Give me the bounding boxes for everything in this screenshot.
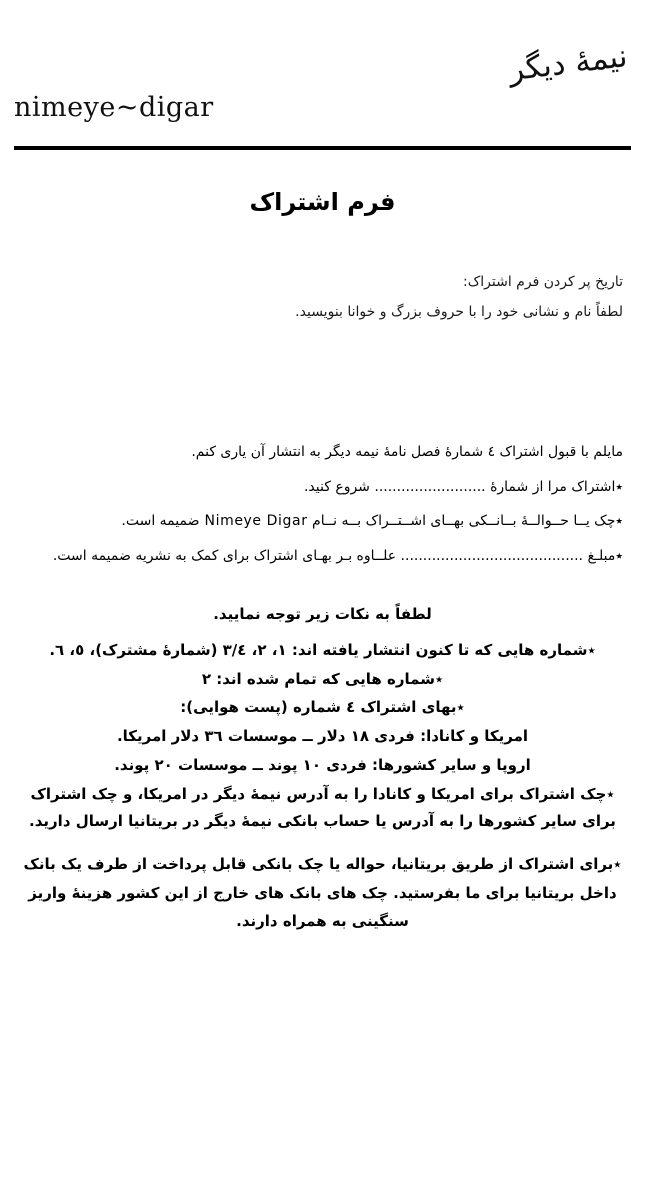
note-item: ٭چک اشتراک برای امریکا و کانادا را به آدرس نیمهٔ دیگر در امریکا، و چک اشتراک برای سایر کشورها را به آدرس یا حساب بانکی نیمهٔ دیگر در بریتانیا ارسال دارید.	[29, 784, 616, 831]
latin-logo: nimeye~digar	[14, 92, 214, 123]
persian-logo: نیمهٔ دیگر	[506, 38, 630, 89]
notes-list	[0, 637, 645, 836]
masthead-divider	[14, 146, 631, 150]
checklist-item: ٭اشتراک مرا از شمارهٔ ......................... شروع کنید.	[303, 478, 623, 495]
notes-heading: لطفاً به نکات زیر توجه نمایید.	[213, 604, 432, 623]
checklist	[0, 438, 645, 571]
checklist-item: ٭چک یــا حــوالــهٔ بــانــکی بهــای اشــتــراک بــه نــام Nimeye Digar ضمیمه است.	[121, 513, 623, 530]
page-title: فرم اشتراک	[249, 188, 396, 216]
note-item: امریکا و کانادا: فردی ١٨ دلار ــ موسسات ٣٦ دلار امریکا.	[116, 727, 529, 745]
date-instructions	[0, 268, 645, 326]
note-item: ٭شماره هایی که تا کنون انتشار یافته اند: ١، ٢، ٣/٤ (شمارهٔ مشترک)، ٥، ٦.	[49, 640, 596, 659]
date-label: تاریخ پر کردن فرم اشتراک:	[463, 274, 623, 290]
handwriting-instruction: لطفاً نام و نشانی خود را با حروف بزرگ و خوانا بنویسید.	[295, 304, 623, 320]
note-item: اروپا و سایر کشورها: فردی ١٠ پوند ــ موسسات ٢٠ پوند.	[114, 755, 531, 774]
final-note: ٭برای اشتراک از طریق بریتانیا، حواله یا چک بانکی قابل پرداخت از طرف یک بانک داخل بریتانیا برای ما بفرستید. چک های بانک های خارج از این کشور هزینهٔ واریز سنگینی به همراه دارند.	[23, 855, 622, 930]
checklist-item: ٭مبلـغ ......................................... علــاوه بـر بهـای اشتراک برای کمک به نشریه ضمیمه است.	[52, 548, 623, 565]
note-item: ٭بهای اشتراک ٤ شماره (پست هوایی):	[180, 698, 465, 717]
checklist-item: مایلم با قبول اشتراک ٤ شمارهٔ فصل نامهٔ نیمه دیگر به انتشار آن یاری کنم.	[191, 444, 623, 460]
note-item: ٭شماره هایی که تمام شده اند: ٢	[201, 669, 444, 688]
masthead	[0, 0, 645, 150]
